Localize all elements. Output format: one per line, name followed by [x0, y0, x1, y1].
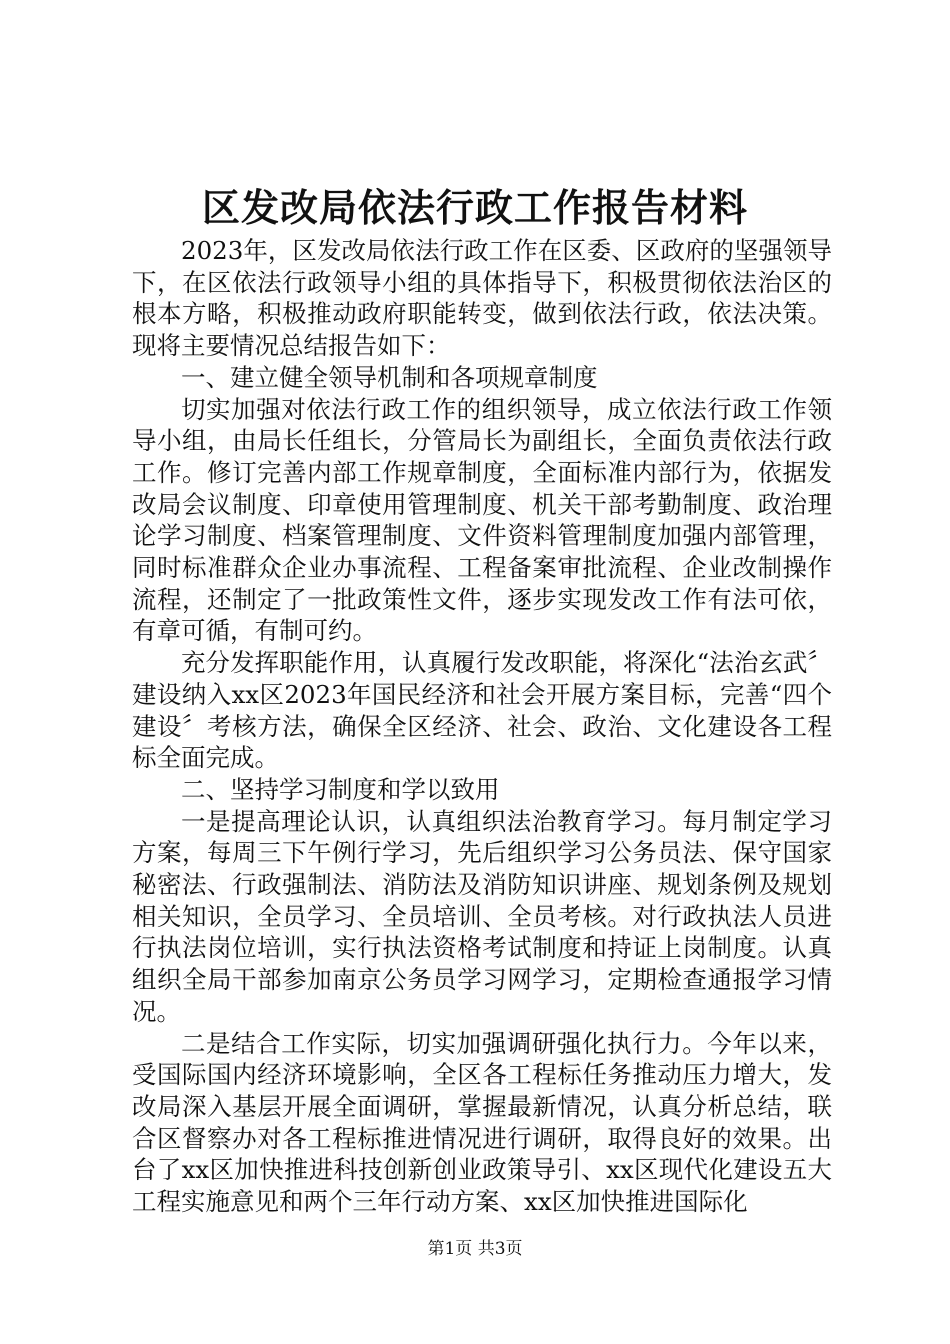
document-title: 区发改局依法行政工作报告材料 — [201, 185, 748, 230]
body-paragraph: 充分发挥职能作用，认真履行发改职能，将深化“法治玄武〞建设纳入xx区2023年国民经济和社会开展方案目标，完善“四个建设〞考核方法，确保全区经济、社会、政治、文化建设各工程标全面完成。 — [132, 648, 832, 773]
body-paragraph: 二是结合工作实际，切实加强调研强化执行力。今年以来，受国际国内经济环境影响，全区各工程标任务推动压力增大，发改局深入基层开展全面调研，掌握最新情况，认真分析总结，联合区督察办对各工程标推进情况进行调研，取得良好的效果。出台了xx区加快推进科技创新创业政策导引、xx区现代化建设五大工程实施意见和两个三年行动方案、xx区加快推进国际化 — [132, 1028, 832, 1217]
section-heading-2: 二、坚持学习制度和学以致用 — [181, 774, 500, 804]
document-body — [132, 235, 832, 1218]
body-paragraph: 一是提高理论认识，认真组织法治教育学习。每月制定学习方案，每周三下午例行学习，先后组织学习公务员法、保守国家秘密法、行政强制法、消防法及消防知识讲座、规划条例及规划相关知识，全员学习、全员培训、全员考核。对行政执法人员进行执法岗位培训，实行执法资格考试制度和持证上岗制度。认真组织全局干部参加南京公务员学习网学习，定期检查通报学习情况。 — [132, 806, 832, 1026]
section-heading-1: 一、建立健全领导机制和各项规章制度 — [181, 362, 598, 392]
page-number-footer: 第1页 共3页 — [427, 1239, 523, 1259]
body-paragraph: 切实加强对依法行政工作的组织领导，成立依法行政工作领导小组，由局长任组长，分管局长为副组长，全面负责依法行政工作。修订完善内部工作规章制度，全面标准内部行为，依据发改局会议制度、印章使用管理制度、机关干部考勤制度、政治理论学习制度、档案管理制度、文件资料管理制度加强内部管理，同时标准群众企业办事流程、工程备案审批流程、企业改制操作流程，还制定了一批政策性文件，逐步实现发改工作有法可依，有章可循，有制可约。 — [132, 394, 832, 646]
intro-paragraph: 2023年，区发改局依法行政工作在区委、区政府的坚强领导下，在区依法行政领导小组的具体指导下，积极贯彻依法治区的根本方略，积极推动政府职能转变，做到依法行政，依法决策。现将主要情况总结报告如下： — [132, 236, 832, 361]
